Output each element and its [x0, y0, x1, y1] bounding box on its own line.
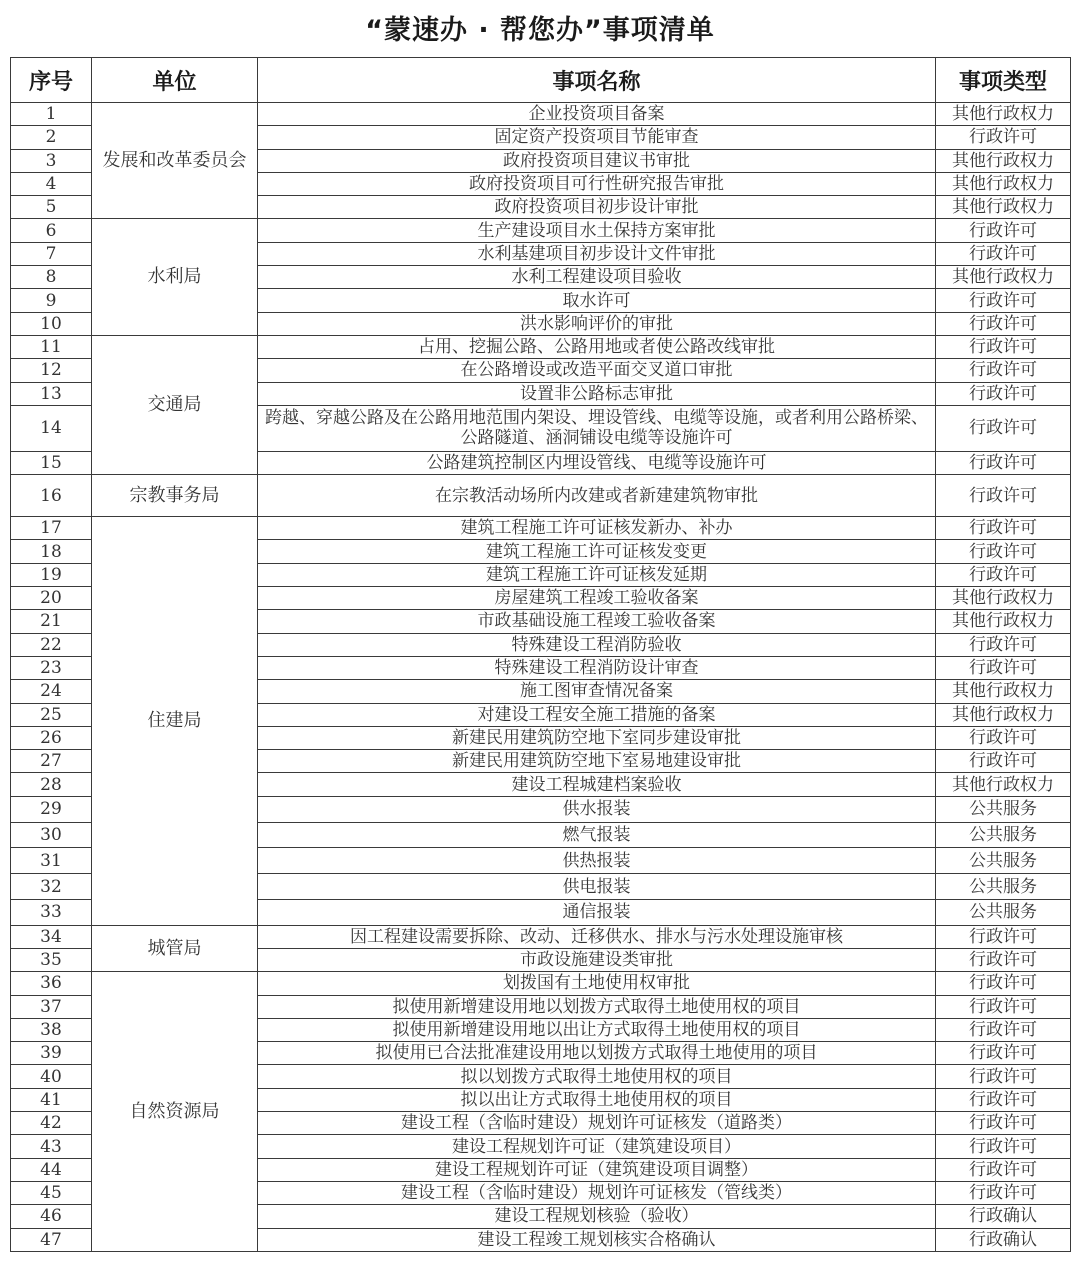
item-name: 划拨国有土地使用权审批 — [258, 972, 936, 995]
item-name: 拟使用已合法批准建设用地以划拨方式取得土地使用的项目 — [258, 1042, 936, 1065]
item-name: 特殊建设工程消防设计审查 — [258, 656, 936, 679]
unit-cell: 交通局 — [92, 335, 258, 474]
item-name: 政府投资项目初步设计审批 — [258, 196, 936, 219]
table-row — [11, 103, 1071, 126]
item-name: 新建民用建筑防空地下室易地建设审批 — [258, 750, 936, 773]
item-name: 企业投资项目备案 — [258, 103, 936, 126]
row-number: 3 — [11, 149, 92, 172]
row-number: 13 — [11, 382, 92, 405]
row-number: 25 — [11, 703, 92, 726]
item-type: 其他行政权力 — [936, 266, 1071, 289]
item-name: 水利基建项目初步设计文件审批 — [258, 242, 936, 265]
row-number: 46 — [11, 1205, 92, 1228]
row-number: 4 — [11, 172, 92, 195]
unit-cell: 住建局 — [92, 517, 258, 926]
page-title: “蒙速办 · 帮您办”事项清单 — [365, 15, 715, 46]
row-number: 29 — [11, 796, 92, 822]
row-number: 16 — [11, 475, 92, 517]
item-type: 其他行政权力 — [936, 587, 1071, 610]
item-type: 行政许可 — [936, 335, 1071, 358]
item-name: 建筑工程施工许可证核发新办、补办 — [258, 517, 936, 540]
header-type: 事项类型 — [936, 58, 1071, 103]
item-type: 行政许可 — [936, 540, 1071, 563]
row-number: 31 — [11, 848, 92, 874]
item-name: 拟以出让方式取得土地使用权的项目 — [258, 1088, 936, 1111]
item-type: 其他行政权力 — [936, 172, 1071, 195]
item-type: 行政许可 — [936, 242, 1071, 265]
item-type: 行政许可 — [936, 359, 1071, 382]
row-number: 38 — [11, 1018, 92, 1041]
row-number: 44 — [11, 1158, 92, 1181]
unit-cell: 发展和改革委员会 — [92, 103, 258, 219]
item-type: 其他行政权力 — [936, 103, 1071, 126]
item-name: 建筑工程施工许可证核发延期 — [258, 563, 936, 586]
item-name: 跨越、穿越公路及在公路用地范围内架设、埋设管线、电缆等设施，或者利用公路桥梁、公路隧道、涵洞铺设电缆等设施许可 — [258, 405, 936, 451]
table-body — [11, 103, 1071, 1252]
row-number: 18 — [11, 540, 92, 563]
item-type: 行政许可 — [936, 312, 1071, 335]
item-name: 建设工程（含临时建设）规划许可证核发（管线类） — [258, 1181, 936, 1204]
item-type: 行政许可 — [936, 750, 1071, 773]
item-type: 行政许可 — [936, 1042, 1071, 1065]
item-name: 拟以划拨方式取得土地使用权的项目 — [258, 1065, 936, 1088]
item-type: 行政确认 — [936, 1205, 1071, 1228]
item-name: 市政基础设施工程竣工验收备案 — [258, 610, 936, 633]
row-number: 28 — [11, 773, 92, 796]
row-number: 2 — [11, 126, 92, 149]
item-type: 行政许可 — [936, 949, 1071, 972]
item-type: 行政许可 — [936, 382, 1071, 405]
item-type: 其他行政权力 — [936, 703, 1071, 726]
item-name: 洪水影响评价的审批 — [258, 312, 936, 335]
item-name: 在公路增设或改造平面交叉道口审批 — [258, 359, 936, 382]
unit-cell: 自然资源局 — [92, 972, 258, 1252]
item-type: 行政许可 — [936, 1112, 1071, 1135]
item-name: 水利工程建设项目验收 — [258, 266, 936, 289]
item-type: 行政许可 — [936, 726, 1071, 749]
item-name: 燃气报装 — [258, 822, 936, 848]
item-name: 供电报装 — [258, 874, 936, 900]
table-row — [11, 335, 1071, 358]
item-name: 取水许可 — [258, 289, 936, 312]
row-number: 24 — [11, 680, 92, 703]
item-name: 建设工程规划许可证（建筑建设项目） — [258, 1135, 936, 1158]
item-name: 在宗教活动场所内改建或者新建建筑物审批 — [258, 475, 936, 517]
item-type: 行政许可 — [936, 126, 1071, 149]
item-name: 拟使用新增建设用地以划拨方式取得土地使用权的项目 — [258, 995, 936, 1018]
row-number: 43 — [11, 1135, 92, 1158]
item-name: 拟使用新增建设用地以出让方式取得土地使用权的项目 — [258, 1018, 936, 1041]
row-number: 35 — [11, 949, 92, 972]
row-number: 32 — [11, 874, 92, 900]
item-type: 行政许可 — [936, 633, 1071, 656]
header-row — [11, 58, 1071, 103]
row-number: 45 — [11, 1181, 92, 1204]
item-name: 固定资产投资项目节能审查 — [258, 126, 936, 149]
items-table — [10, 57, 1071, 1252]
row-number: 21 — [11, 610, 92, 633]
item-type: 行政许可 — [936, 1158, 1071, 1181]
item-type: 公共服务 — [936, 822, 1071, 848]
row-number: 33 — [11, 899, 92, 925]
row-number: 14 — [11, 405, 92, 451]
row-number: 34 — [11, 925, 92, 948]
item-name: 特殊建设工程消防验收 — [258, 633, 936, 656]
row-number: 6 — [11, 219, 92, 242]
item-type: 行政确认 — [936, 1228, 1071, 1251]
item-type: 行政许可 — [936, 1181, 1071, 1204]
item-type: 行政许可 — [936, 219, 1071, 242]
row-number: 40 — [11, 1065, 92, 1088]
item-type: 行政许可 — [936, 1135, 1071, 1158]
item-type: 行政许可 — [936, 972, 1071, 995]
row-number: 30 — [11, 822, 92, 848]
row-number: 47 — [11, 1228, 92, 1251]
row-number: 27 — [11, 750, 92, 773]
item-type: 公共服务 — [936, 796, 1071, 822]
item-type: 行政许可 — [936, 656, 1071, 679]
row-number: 5 — [11, 196, 92, 219]
table-row — [11, 219, 1071, 242]
item-type: 行政许可 — [936, 995, 1071, 1018]
table-row — [11, 972, 1071, 995]
row-number: 36 — [11, 972, 92, 995]
unit-cell: 水利局 — [92, 219, 258, 335]
item-name: 建设工程规划许可证（建筑建设项目调整） — [258, 1158, 936, 1181]
table-row — [11, 475, 1071, 517]
row-number: 9 — [11, 289, 92, 312]
item-name: 对建设工程安全施工措施的备案 — [258, 703, 936, 726]
item-type: 行政许可 — [936, 475, 1071, 517]
row-number: 12 — [11, 359, 92, 382]
item-name: 建设工程（含临时建设）规划许可证核发（道路类） — [258, 1112, 936, 1135]
item-type: 行政许可 — [936, 405, 1071, 451]
item-type: 公共服务 — [936, 899, 1071, 925]
item-type: 其他行政权力 — [936, 680, 1071, 703]
item-type: 其他行政权力 — [936, 773, 1071, 796]
item-name: 因工程建设需要拆除、改动、迁移供水、排水与污水处理设施审核 — [258, 925, 936, 948]
item-name: 占用、挖掘公路、公路用地或者使公路改线审批 — [258, 335, 936, 358]
row-number: 1 — [11, 103, 92, 126]
item-name: 生产建设项目水土保持方案审批 — [258, 219, 936, 242]
item-type: 行政许可 — [936, 925, 1071, 948]
row-number: 19 — [11, 563, 92, 586]
item-name: 供热报装 — [258, 848, 936, 874]
item-type: 行政许可 — [936, 517, 1071, 540]
row-number: 11 — [11, 335, 92, 358]
row-number: 15 — [11, 451, 92, 474]
item-type: 其他行政权力 — [936, 610, 1071, 633]
item-type: 其他行政权力 — [936, 196, 1071, 219]
item-type: 行政许可 — [936, 563, 1071, 586]
table-row — [11, 517, 1071, 540]
item-name: 建筑工程施工许可证核发变更 — [258, 540, 936, 563]
row-number: 20 — [11, 587, 92, 610]
row-number: 22 — [11, 633, 92, 656]
item-name: 政府投资项目建议书审批 — [258, 149, 936, 172]
item-type: 公共服务 — [936, 874, 1071, 900]
item-name: 新建民用建筑防空地下室同步建设审批 — [258, 726, 936, 749]
header-no: 序号 — [11, 58, 92, 103]
item-type: 行政许可 — [936, 451, 1071, 474]
row-number: 17 — [11, 517, 92, 540]
item-name: 通信报装 — [258, 899, 936, 925]
item-name: 房屋建筑工程竣工验收备案 — [258, 587, 936, 610]
row-number: 42 — [11, 1112, 92, 1135]
item-name: 建设工程竣工规划核实合格确认 — [258, 1228, 936, 1251]
row-number: 26 — [11, 726, 92, 749]
row-number: 10 — [11, 312, 92, 335]
row-number: 8 — [11, 266, 92, 289]
item-name: 设置非公路标志审批 — [258, 382, 936, 405]
header-name: 事项名称 — [258, 58, 936, 103]
item-type: 行政许可 — [936, 1018, 1071, 1041]
row-number: 7 — [11, 242, 92, 265]
item-name: 建设工程城建档案验收 — [258, 773, 936, 796]
item-type: 行政许可 — [936, 1088, 1071, 1111]
item-name: 市政设施建设类审批 — [258, 949, 936, 972]
unit-cell: 宗教事务局 — [92, 475, 258, 517]
item-type: 行政许可 — [936, 1065, 1071, 1088]
item-name: 施工图审查情况备案 — [258, 680, 936, 703]
header-unit: 单位 — [92, 58, 258, 103]
row-number: 23 — [11, 656, 92, 679]
item-name: 供水报装 — [258, 796, 936, 822]
item-name: 建设工程规划核验（验收） — [258, 1205, 936, 1228]
item-type: 其他行政权力 — [936, 149, 1071, 172]
item-type: 行政许可 — [936, 289, 1071, 312]
unit-cell: 城管局 — [92, 925, 258, 972]
row-number: 37 — [11, 995, 92, 1018]
table-row — [11, 925, 1071, 948]
row-number: 39 — [11, 1042, 92, 1065]
item-name: 政府投资项目可行性研究报告审批 — [258, 172, 936, 195]
row-number: 41 — [11, 1088, 92, 1111]
item-type: 公共服务 — [936, 848, 1071, 874]
item-name: 公路建筑控制区内埋设管线、电缆等设施许可 — [258, 451, 936, 474]
